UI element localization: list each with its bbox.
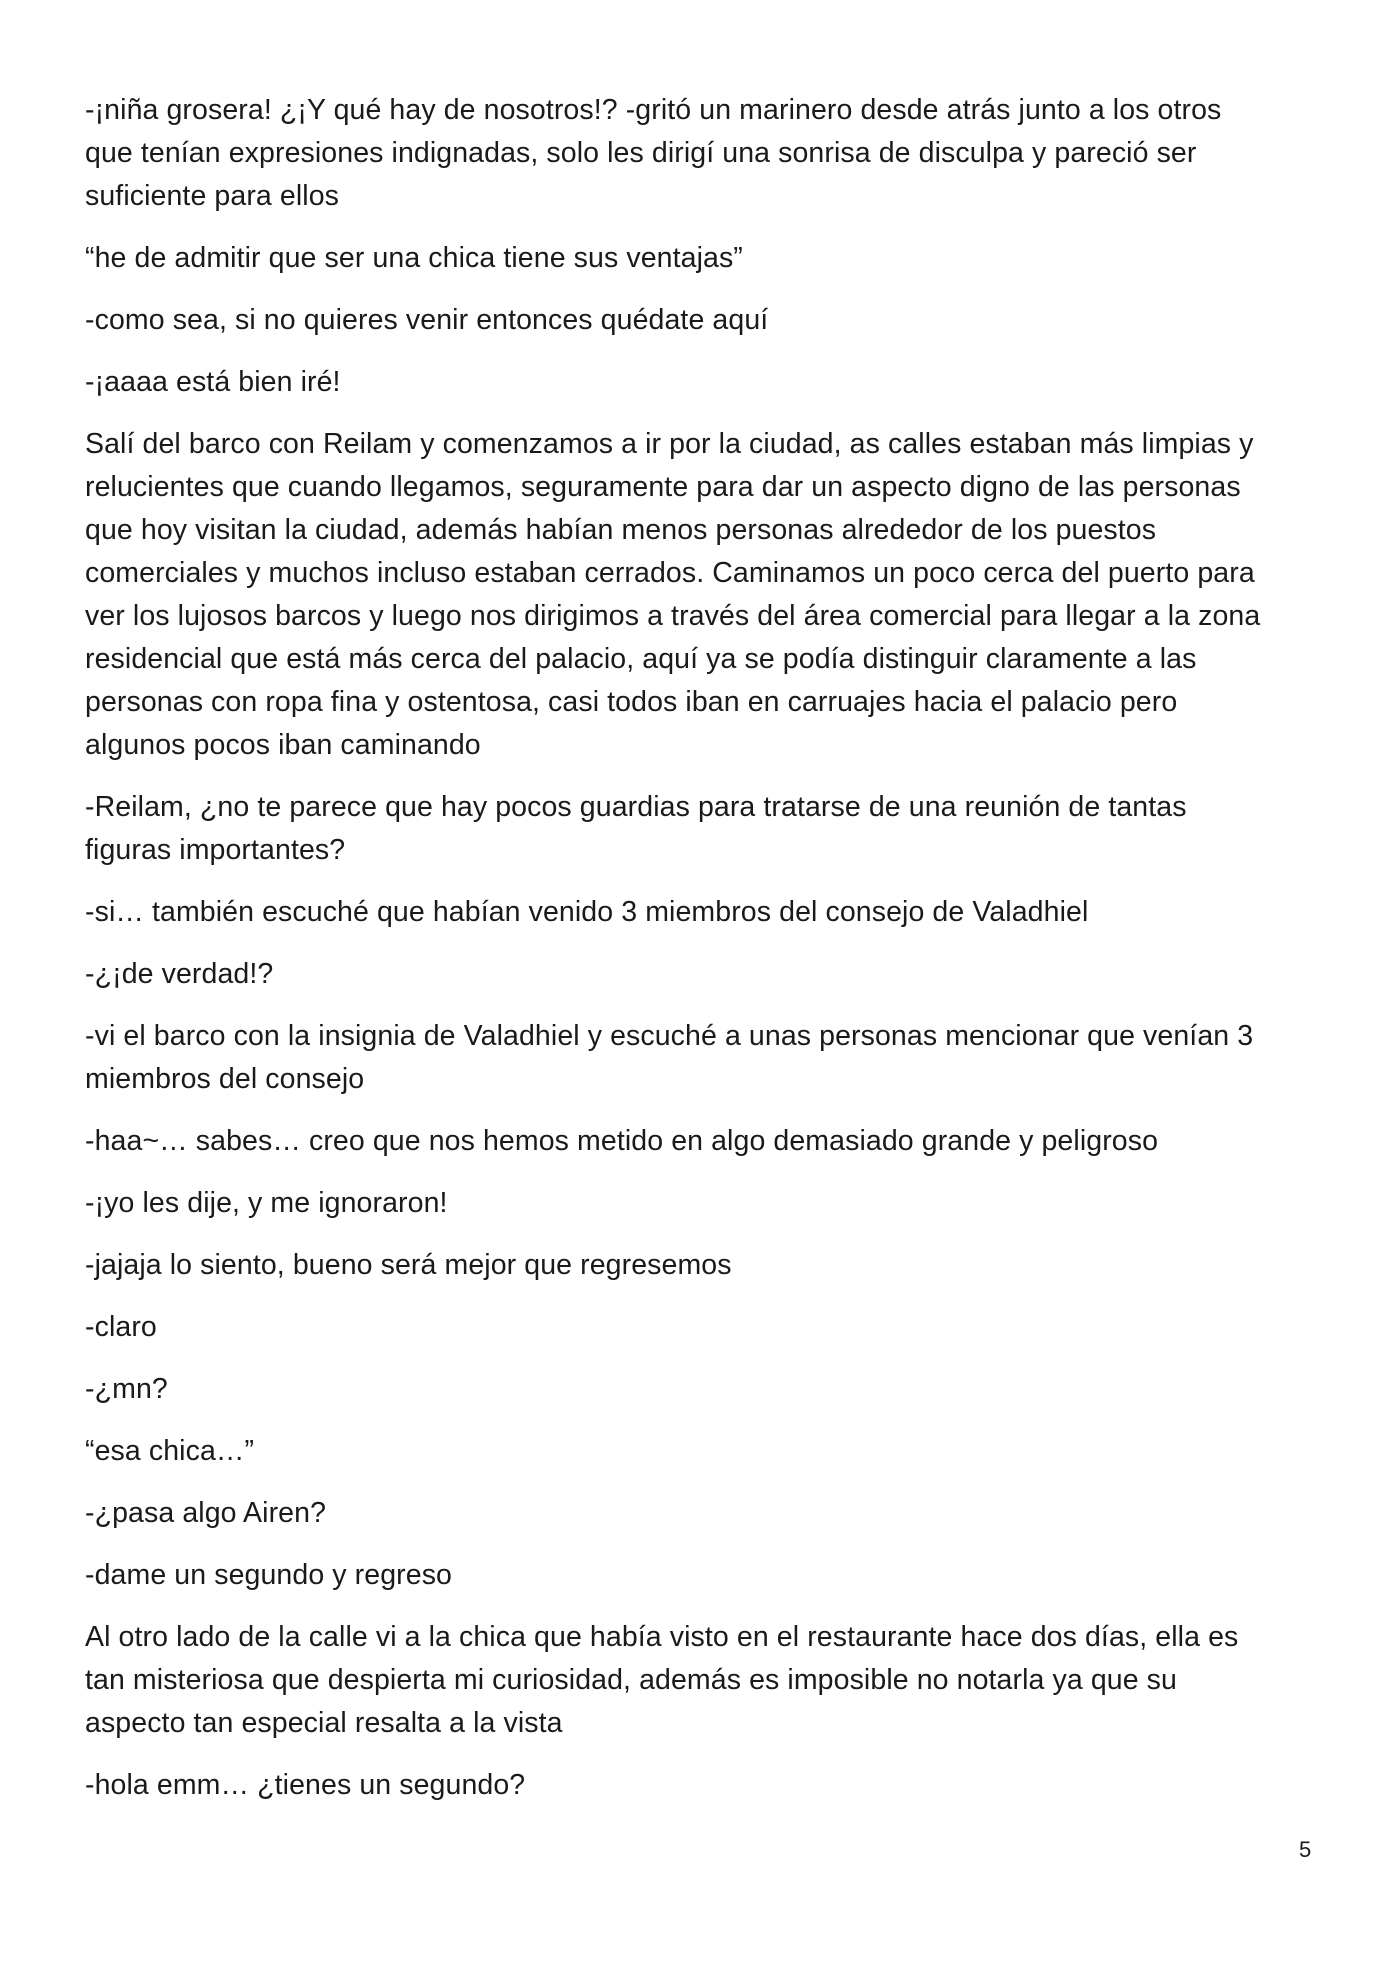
text-line: -claro [85, 1311, 157, 1343]
text-line: ver los lujosos barcos y luego nos dirigimos a través del área comercial para llegar a la zona [85, 600, 1261, 632]
text-line: -si… también escuché que habían venido 3 miembros del consejo de Valadhiel [85, 896, 1089, 928]
text-line: que tenían expresiones indignadas, solo les dirigí una sonrisa de disculpa y pareció ser [85, 137, 1197, 169]
text-line: comerciales y muchos incluso estaban cerrados. Caminamos un poco cerca del puerto para [85, 557, 1255, 589]
text-line: “he de admitir que ser una chica tiene sus ventajas” [85, 242, 743, 274]
text-line: -¿pasa algo Airen? [85, 1497, 327, 1529]
text-line: -¡niña grosera! ¿¡Y qué hay de nosotros!? -gritó un marinero desde atrás junto a los otros [85, 94, 1222, 126]
text-line: que hoy visitan la ciudad, además habían menos personas alrededor de los puestos [85, 514, 1157, 546]
text-line: tan misteriosa que despierta mi curiosidad, además es imposible no notarla ya que su [85, 1664, 1177, 1696]
text-line: relucientes que cuando llegamos, seguramente para dar un aspecto digno de las personas [85, 471, 1241, 503]
text-line: -dame un segundo y regreso [85, 1559, 452, 1591]
page-number: 5 [1299, 1837, 1312, 1862]
text-line: Al otro lado de la calle vi a la chica que había visto en el restaurante hace dos días, ella es [85, 1621, 1239, 1653]
text-line: figuras importantes? [85, 834, 346, 866]
text-line: aspecto tan especial resalta a la vista [85, 1707, 563, 1739]
text-line: -¡aaaa está bien iré! [85, 366, 341, 398]
text-line: -hola emm… ¿tienes un segundo? [85, 1769, 526, 1801]
text-line: personas con ropa fina y ostentosa, casi todos iban en carruajes hacia el palacio pero [85, 686, 1178, 718]
text-line: -haa~… sabes… creo que nos hemos metido en algo demasiado grande y peligroso [85, 1125, 1159, 1157]
text-line: -¿¡de verdad!? [85, 958, 274, 990]
text-line: -¡yo les dije, y me ignoraron! [85, 1187, 448, 1219]
text-line: -jajaja lo siento, bueno será mejor que regresemos [85, 1249, 732, 1281]
text-line: Salí del barco con Reilam y comenzamos a ir por la ciudad, as calles estaban más limpias y [85, 428, 1254, 460]
text-line: algunos pocos iban caminando [85, 729, 481, 761]
text-line: -vi el barco con la insignia de Valadhiel y escuché a unas personas mencionar que venían 3 [85, 1020, 1254, 1052]
text-line: -como sea, si no quieres venir entonces quédate aquí [85, 304, 769, 336]
text-line: suficiente para ellos [85, 180, 339, 212]
text-line: miembros del consejo [85, 1063, 365, 1095]
text-line: residencial que está más cerca del palacio, aquí ya se podía distinguir claramente a las [85, 643, 1197, 675]
text-line: -Reilam, ¿no te parece que hay pocos guardias para tratarse de una reunión de tantas [85, 791, 1187, 823]
text-line: “esa chica…” [85, 1435, 255, 1467]
text-line: -¿mn? [85, 1373, 168, 1405]
